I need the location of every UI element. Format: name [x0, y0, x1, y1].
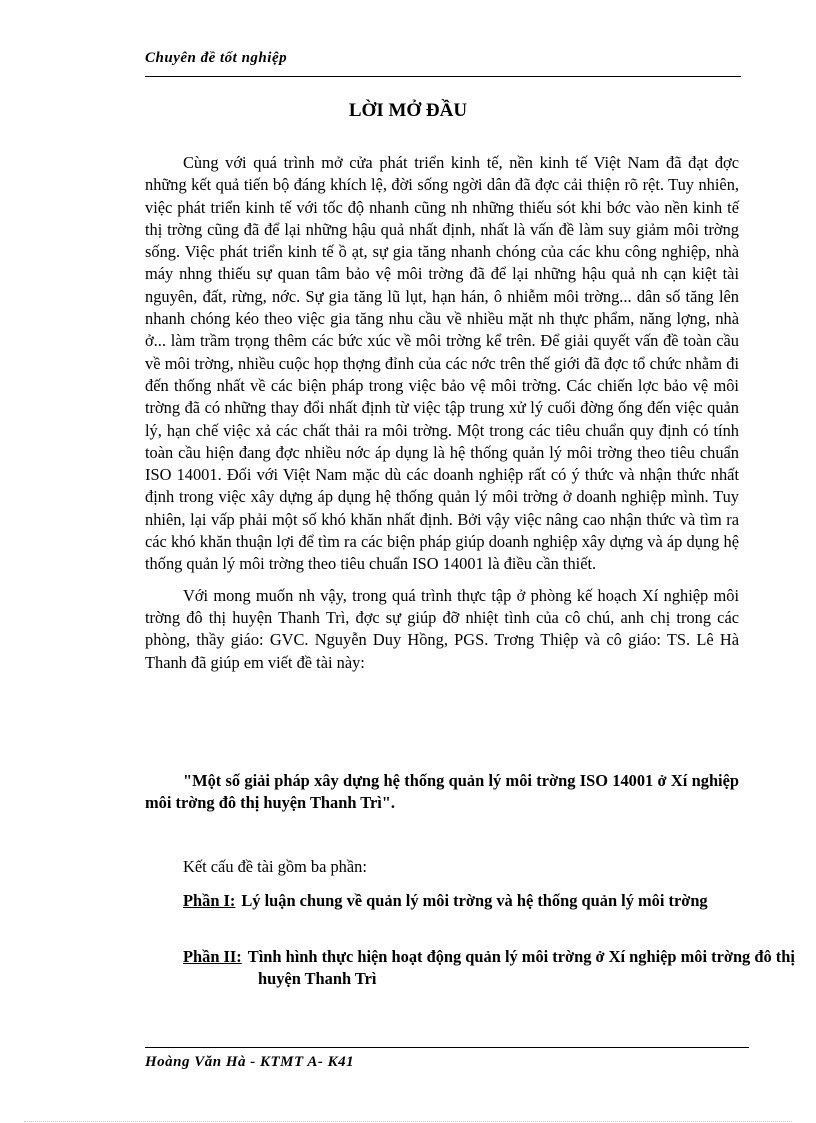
purpose-paragraph: Với mong muốn nh vậy, trong quá trình thực tập ở phòng kế hoạch Xí nghiệp môi trờng đô thị huyện Thanh Trì, đợc sự giúp đỡ nhiệt tình của cô chú, anh chị trong các phòng, thầy giáo: GVC. Nguyễn Duy Hồng, PGS. Trơng Thiệp và cô giáo: TS. Lê Hà Thanh đã giúp em viết đề tài này: — [145, 585, 739, 672]
document-title: LỜI MỞ ĐẦU — [348, 100, 468, 121]
part-label: Phần I: — [183, 891, 236, 910]
thesis-title-quote: "Một số giải pháp xây dựng hệ thống quản lý môi trờng ISO 14001 ở Xí nghiệp môi trờng đô thị huyện Thanh Trì". — [145, 771, 739, 813]
body-text — [145, 152, 739, 674]
part-item-2 — [183, 946, 814, 991]
part-text: Lý luận chung về quản lý môi trờng và hệ thống quản lý môi trờng — [241, 891, 708, 910]
part-label: Phần II: — [183, 947, 242, 966]
part-item-1 — [183, 890, 814, 912]
part-text: Tình hình thực hiện hoạt động quản lý môi trờng ở Xí nghiệp môi trờng đô thị huyện Thanh Trì — [247, 947, 795, 989]
footer-divider — [145, 1047, 749, 1048]
page-edge-dotted-line — [24, 1121, 792, 1122]
page-header: Chuyên đề tốt nghiệp — [145, 50, 288, 66]
intro-paragraph: Cùng với quá trình mở cửa phát triển kinh tế, nền kinh tế Việt Nam đã đạt đợc những kết quả tiến bộ đáng khích lệ, đời sống ngời dân đã đợc cải thiện rõ rệt. Tuy nhiên, việc phát triển kinh tế với tốc độ nhanh cũng nh những thiếu sót khi bớc vào nền kinh tế thị trờng cũng đã để lại những hậu quả nhất định, nhất là vấn đề làm suy giảm môi trờng sống. Việc phát triển kinh tế ồ ạt, sự gia tăng nhanh chóng của các khu công nghiệp, nhà máy nhng thiếu sự quan tâm bảo vệ môi trờng đã để lại những hậu quả nh cạn kiệt tài nguyên, đất, rừng, nớc. Sự gia tăng lũ lụt, hạn hán, ô nhiễm môi trờng... dân số tăng lên nhanh chóng kéo theo việc gia tăng nhu cầu về nhiều mặt nh thực phẩm, năng lợng, nhà ở... làm trầm trọng thêm các bức xúc về môi trờng kể trên. Để giải quyết vấn đề toàn cầu về môi trờng, nhiều cuộc họp thợng đỉnh của các nớc trên thế giới đã đợc tổ chức nhằm đi đến thống nhất về các biện pháp trong việc bảo vệ môi trờng. Các chiến lợc bảo vệ môi trờng đã có những thay đổi nhất định từ việc tập trung xử lý cuối đờng ống đến việc quản lý, hạn chế việc xả các chất thải ra môi trờng. Một trong các tiêu chuẩn quy định có tính toàn cầu hiện đang đợc nhiều nớc áp dụng là hệ thống quản lý môi trờng theo tiêu chuẩn ISO 14001. Đối với Việt Nam mặc dù các doanh nghiệp rất có ý thức và nhận thức nhất định trong việc xây dựng áp dụng hệ thống quản lý môi trờng ở doanh nghiệp mình. Tuy nhiên, lại vấp phải một số khó khăn nhất định. Bởi vậy việc nâng cao nhận thức và tìm ra các khó khăn thuận lợi để tìm ra các biện pháp giúp doanh nghiệp xây dựng và áp dụng hệ thống quản lý môi trờng theo tiêu chuẩn ISO 14001 là điều cần thiết. — [145, 153, 739, 574]
page-footer: Hoàng Văn Hà - KTMT A- K41 — [145, 1054, 355, 1070]
structure-intro: Kết cấu đề tài gồm ba phần: — [183, 857, 367, 876]
header-divider — [145, 76, 741, 77]
